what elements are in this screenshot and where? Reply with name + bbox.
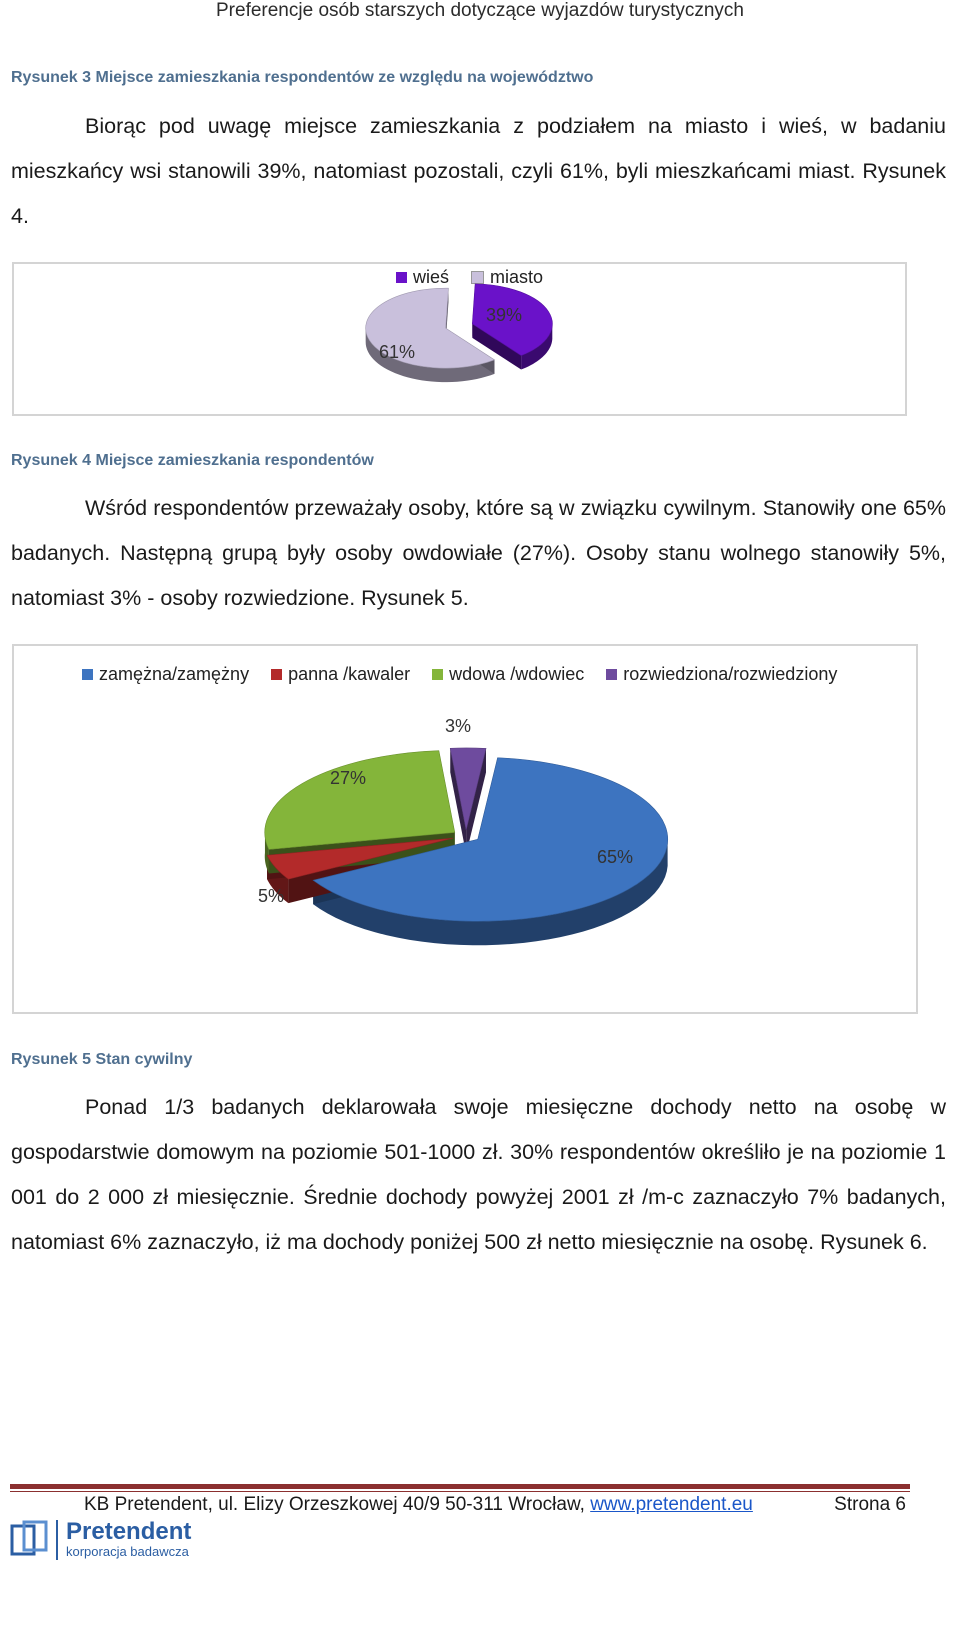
footer-address-text: KB Pretendent, ul. Elizy Orzeszkowej 40/9 50-311 Wrocław, [84,1494,591,1515]
page-number: Strona 6 [834,1494,906,1515]
figure-caption-4: Rysunek 4 Miejsce zamieszkania respondentów [11,452,374,469]
footer-address [84,1494,753,1516]
figure-caption-3: Rysunek 3 Miejsce zamieszkania respondentów ze względu na województwo [11,69,594,86]
footer-rule-thin [10,1491,910,1492]
logo-name: Pretendent [66,1518,192,1545]
paragraph-income: Ponad 1/3 badanych deklarowała swoje miesięczne dochody netto na osobę w gospodarstwie domowym na poziomie 501-1000 zł. 30% respondentów określiło je na poziomie 1 001 do 2 000 zł miesięcznie. Średnie dochody powyżej 2001 zł /m-c zaznaczyło 7% badanych, natomiast 6% zaznaczyło, iż ma dochody poniżej 500 zł netto miesięcznie na osobę. Rysunek 6. [11,1095,946,1254]
chart-marital-status [12,644,918,1014]
chart1-label-wies: 39% [486,305,523,325]
logo-text [66,1520,191,1560]
running-header: Preferencje osób starszych dotyczące wyjazdów turystycznych [216,0,744,21]
chart2-legend-label-single: panna /kawaler [288,664,411,684]
company-logo [10,1520,191,1560]
chart1-label-miasto: 61% [379,342,416,362]
paragraph-residence: Biorąc pod uwagę miejsce zamieszkania z podziałem na miasto i wieś, w badaniu mieszkańcy wsi stanowili 39%, natomiast pozostali, czyli 61%, byli mieszkańcami miast. Rysunek 4. [11,114,946,228]
chart2-pie [14,646,916,1012]
chart2-legend-label-divorced: rozwiedziona/rozwiedziony [623,664,838,684]
footer-website-link[interactable]: www.pretendent.eu [590,1494,753,1515]
chart1-pie [14,264,905,414]
chart2-label-single: 5% [258,886,285,906]
chart1-legend-label-miasto: miasto [490,267,544,287]
logo-icon [10,1520,50,1560]
chart2-label-married: 65% [597,847,634,867]
paragraph-marital: Wśród respondentów przeważały osoby, które są w związku cywilnym. Stanowiły one 65% badanych. Następną grupą były osoby owdowiałe (27%). Osoby stanu wolnego stanowiły 5%, natomiast 3% - osoby rozwiedzione. Rysunek 5. [11,496,946,610]
logo-subtitle: korporacja badawcza [66,1544,189,1559]
chart1-legend-label-wies: wieś [413,267,450,287]
chart2-slice-widowed [265,751,455,850]
chart2-label-divorced: 3% [445,716,472,736]
chart2-legend-label-married: zamężna/zamężny [99,664,250,684]
footer-rule [10,1484,910,1489]
chart2-legend-label-widowed: wdowa /wdowiec [449,664,585,684]
logo-divider [56,1520,58,1560]
chart2-label-widowed: 27% [330,768,367,788]
chart-residence [12,262,907,416]
figure-caption-5: Rysunek 5 Stan cywilny [11,1051,193,1068]
